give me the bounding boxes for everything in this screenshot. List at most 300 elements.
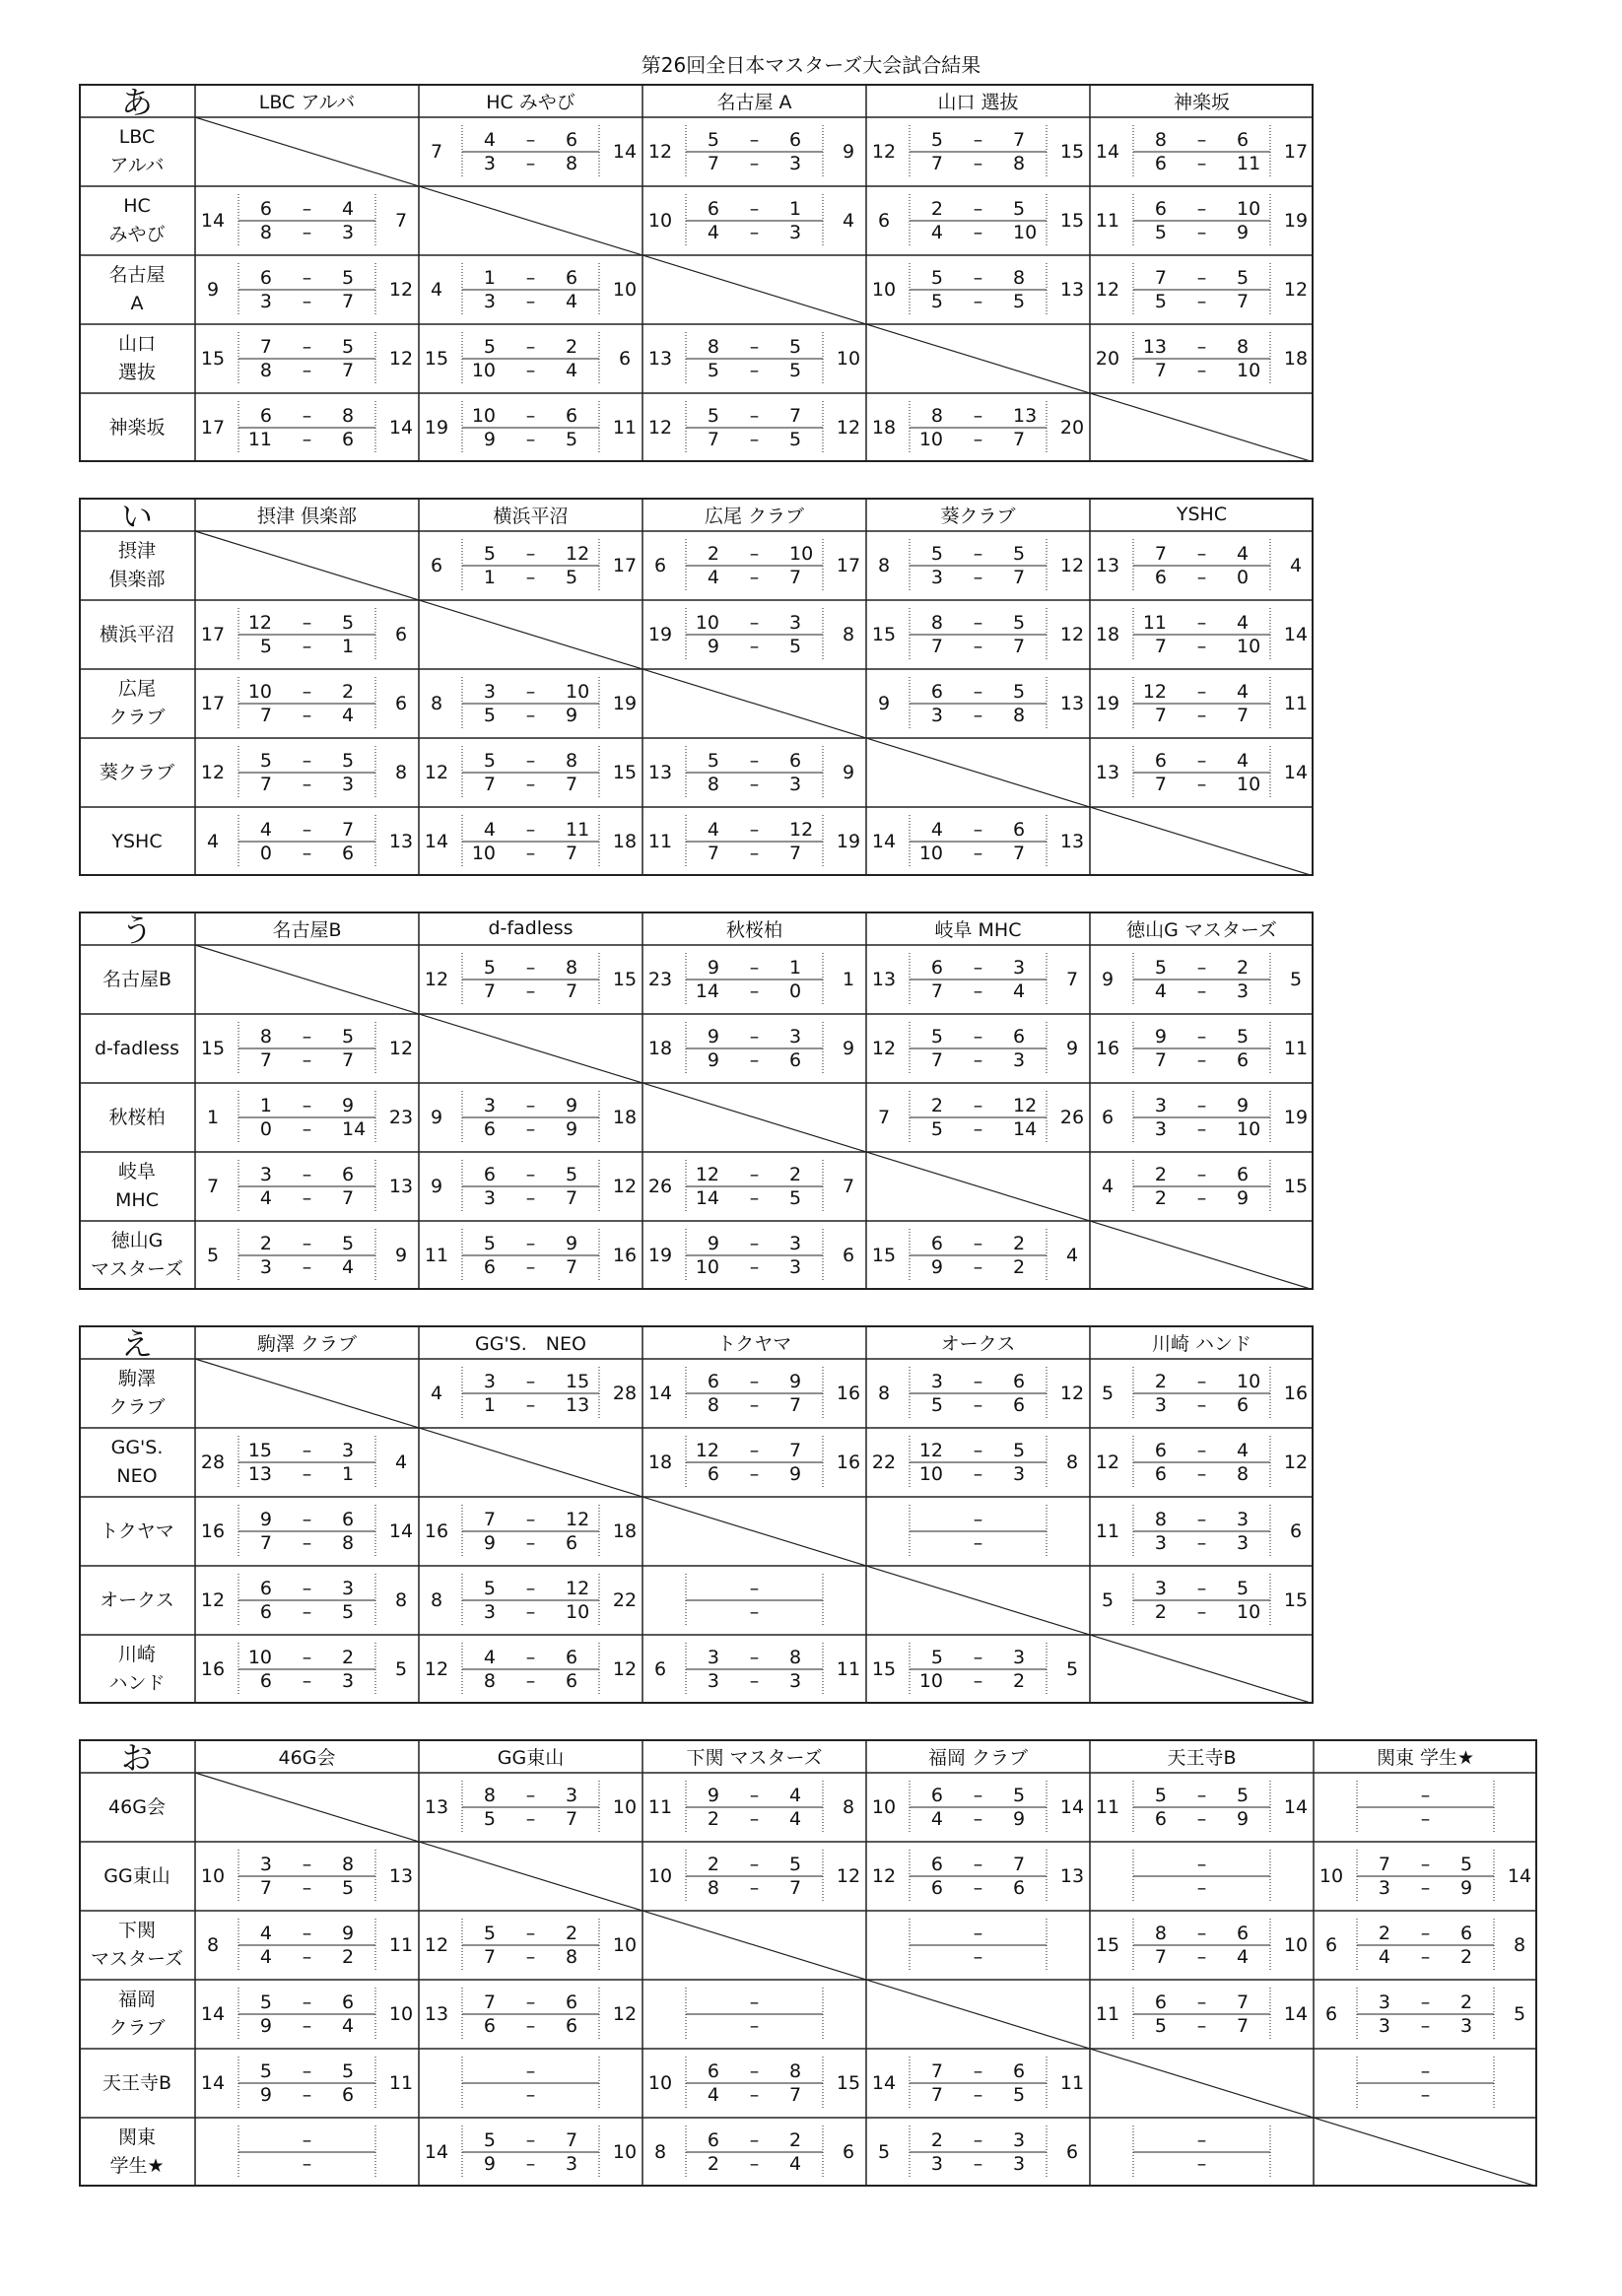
score-dash: – bbox=[1196, 1808, 1207, 1830]
second-half-score bbox=[238, 1461, 375, 1487]
home-total: 6 bbox=[653, 555, 667, 576]
away-total: 17 bbox=[612, 555, 638, 576]
match-cell bbox=[866, 531, 1090, 600]
second-half-score bbox=[238, 1668, 375, 1694]
away-total: 12 bbox=[388, 1038, 414, 1059]
match-cell bbox=[195, 1428, 419, 1497]
score-dash: – bbox=[973, 2084, 983, 2106]
half-score-away: 15 bbox=[566, 1371, 590, 1392]
away-total: 4 bbox=[1065, 1245, 1079, 1266]
group-label: お bbox=[120, 1739, 153, 1777]
second-half-score bbox=[238, 634, 375, 659]
second-half-score bbox=[1133, 1806, 1270, 1832]
score-dash: – bbox=[302, 2060, 312, 2082]
second-half-score bbox=[1133, 1116, 1270, 1142]
home-total: 12 bbox=[1095, 1452, 1120, 1473]
row-label bbox=[79, 1773, 195, 1842]
half-score-home: 7 bbox=[1378, 1854, 1390, 1875]
score-dash: – bbox=[973, 543, 983, 565]
half-score-home: 3 bbox=[1154, 1118, 1167, 1140]
home-total: 10 bbox=[647, 2072, 673, 2094]
half-score-home: 9 bbox=[483, 1532, 496, 1554]
home-total: 12 bbox=[424, 969, 449, 990]
score-dash: – bbox=[749, 1256, 760, 1278]
row-label bbox=[79, 1359, 195, 1428]
second-half-score bbox=[1133, 151, 1270, 176]
score-dash: – bbox=[973, 129, 983, 151]
second-half-score bbox=[686, 220, 823, 245]
half-score-home: 7 bbox=[1154, 267, 1167, 289]
match-cell bbox=[1090, 117, 1314, 186]
half-score-home: 7 bbox=[1154, 1049, 1167, 1071]
half-score-away: 6 bbox=[566, 267, 578, 289]
half-score-away: 8 bbox=[342, 405, 355, 427]
half-score-away: 5 bbox=[789, 1854, 802, 1875]
half-score-home: 7 bbox=[930, 1049, 943, 1071]
half-score-away: 8 bbox=[566, 153, 578, 174]
match-cell bbox=[1090, 1980, 1314, 2049]
half-score-home: 5 bbox=[930, 543, 943, 565]
half-score-home: 8 bbox=[1154, 129, 1167, 151]
score-dash: – bbox=[973, 1509, 983, 1530]
score-dash: – bbox=[302, 2084, 312, 2106]
match-cell bbox=[642, 1842, 866, 1911]
half-score-away: 6 bbox=[789, 129, 802, 151]
score-dash: – bbox=[749, 129, 760, 151]
second-half-score bbox=[462, 1116, 599, 1142]
score-dash: – bbox=[1196, 153, 1207, 174]
score-dash: – bbox=[302, 750, 312, 772]
match-cell bbox=[1090, 945, 1314, 1014]
second-half-score bbox=[1133, 1047, 1270, 1073]
home-total: 28 bbox=[200, 1452, 226, 1473]
half-score-home: 13 bbox=[247, 1463, 272, 1485]
score-dash: – bbox=[1420, 2015, 1431, 2037]
half-score-away: 1 bbox=[342, 636, 355, 657]
half-score-home: 9 bbox=[1154, 1026, 1167, 1047]
first-half-score bbox=[686, 1024, 823, 1049]
second-half-score bbox=[238, 1530, 375, 1556]
match-cell bbox=[195, 393, 419, 462]
half-score-away: 3 bbox=[789, 1256, 802, 1278]
second-half-score bbox=[910, 565, 1047, 590]
second-half-score bbox=[910, 427, 1047, 452]
home-total: 5 bbox=[877, 2141, 891, 2163]
first-half-score bbox=[462, 1990, 599, 2015]
score-dash: – bbox=[749, 360, 760, 381]
home-total: 8 bbox=[206, 1934, 220, 1956]
half-score-away: 5 bbox=[342, 1026, 355, 1047]
half-score-home: 3 bbox=[930, 705, 943, 726]
half-score-away: 9 bbox=[1237, 1095, 1250, 1116]
half-score-home: 2 bbox=[1378, 1923, 1390, 1944]
half-score-home: 12 bbox=[695, 1164, 719, 1185]
half-score-away: 13 bbox=[566, 1394, 590, 1416]
match-cell bbox=[1090, 255, 1314, 324]
score-dash: – bbox=[302, 636, 312, 657]
score-dash: – bbox=[973, 1233, 983, 1254]
first-half-score bbox=[910, 955, 1047, 980]
score-dash: – bbox=[1196, 1532, 1207, 1554]
half-score-away: 6 bbox=[566, 1992, 578, 2013]
away-total: 15 bbox=[612, 969, 638, 990]
half-score-away: 0 bbox=[1237, 567, 1250, 588]
away-total: 8 bbox=[842, 624, 855, 645]
away-total: 14 bbox=[388, 417, 414, 439]
match-cell bbox=[1090, 1083, 1314, 1152]
first-half-score bbox=[1133, 1990, 1270, 2015]
match-cell bbox=[195, 1980, 419, 2049]
half-score-home: 5 bbox=[259, 1992, 272, 2013]
half-score-home: 10 bbox=[471, 360, 496, 381]
half-score-home: 7 bbox=[930, 2084, 943, 2106]
row-label bbox=[79, 2049, 195, 2118]
half-score-away: 5 bbox=[1013, 1785, 1026, 1806]
first-half-score bbox=[462, 2059, 599, 2084]
half-score-away: 7 bbox=[789, 405, 802, 427]
half-score-away: 2 bbox=[566, 1923, 578, 1944]
row-label-line: 46G会 bbox=[108, 1795, 166, 1818]
match-cell bbox=[642, 945, 866, 1014]
half-score-away: 6 bbox=[1013, 1394, 1026, 1416]
score-dash: – bbox=[525, 957, 536, 979]
score-dash: – bbox=[525, 1923, 536, 1944]
home-total: 12 bbox=[647, 141, 673, 163]
score-dash: – bbox=[1196, 1463, 1207, 1485]
score-dash: – bbox=[525, 2153, 536, 2175]
half-score-away: 5 bbox=[789, 360, 802, 381]
first-half-score bbox=[910, 1024, 1047, 1049]
second-half-score bbox=[910, 703, 1047, 728]
score-dash: – bbox=[1196, 1164, 1207, 1185]
second-half-score bbox=[1357, 1944, 1494, 1970]
away-total: 13 bbox=[388, 1176, 414, 1197]
half-score-away: 3 bbox=[342, 1440, 355, 1461]
score-dash: – bbox=[525, 360, 536, 381]
first-half-score bbox=[686, 541, 823, 567]
half-score-home: 3 bbox=[930, 2153, 943, 2175]
half-score-away: 8 bbox=[566, 750, 578, 772]
second-half-score bbox=[1133, 772, 1270, 797]
home-total: 13 bbox=[424, 2003, 449, 2025]
half-score-away: 7 bbox=[1237, 2015, 1250, 2037]
score-dash: – bbox=[302, 2015, 312, 2037]
second-half-score bbox=[238, 1116, 375, 1142]
first-half-score bbox=[910, 2127, 1047, 2153]
half-score-away: 7 bbox=[789, 1440, 802, 1461]
half-score-away: 2 bbox=[342, 681, 355, 703]
half-score-home: 6 bbox=[1154, 750, 1167, 772]
home-total: 14 bbox=[424, 2141, 449, 2163]
half-score-home: 7 bbox=[259, 1049, 272, 1071]
away-total: 13 bbox=[1059, 693, 1085, 714]
half-score-home: 5 bbox=[483, 543, 496, 565]
score-dash: – bbox=[749, 1785, 760, 1806]
score-dash: – bbox=[749, 2015, 760, 2037]
first-half-score bbox=[238, 679, 375, 705]
away-total: 5 bbox=[1513, 2003, 1526, 2025]
score-dash: – bbox=[1420, 1992, 1431, 2013]
home-total: 16 bbox=[424, 1520, 449, 1542]
match-cell bbox=[866, 807, 1090, 876]
score-dash: – bbox=[1196, 1118, 1207, 1140]
score-dash: – bbox=[749, 750, 760, 772]
score-dash: – bbox=[973, 1923, 983, 1944]
first-half-score bbox=[686, 1231, 823, 1256]
second-half-score bbox=[1133, 565, 1270, 590]
second-half-score bbox=[910, 151, 1047, 176]
half-score-home: 2 bbox=[930, 198, 943, 220]
score-dash: – bbox=[749, 1854, 760, 1875]
match-cell bbox=[1090, 1359, 1314, 1428]
half-score-away: 3 bbox=[1237, 1509, 1250, 1530]
home-total: 11 bbox=[424, 1245, 449, 1266]
first-half-score bbox=[910, 679, 1047, 705]
score-dash: – bbox=[302, 1877, 312, 1899]
half-score-away: 8 bbox=[1013, 153, 1026, 174]
half-score-away: 3 bbox=[1013, 2153, 1026, 2175]
second-half-score bbox=[1357, 2082, 1494, 2108]
second-half-score bbox=[686, 1599, 823, 1625]
home-total: 12 bbox=[647, 417, 673, 439]
first-half-score bbox=[462, 1783, 599, 1808]
second-half-score bbox=[1357, 1806, 1494, 1832]
half-score-away: 5 bbox=[1237, 1578, 1250, 1599]
half-score-home: 12 bbox=[918, 1440, 943, 1461]
half-score-home: 7 bbox=[1154, 1946, 1167, 1968]
match-cell bbox=[419, 1635, 642, 1704]
home-total: 16 bbox=[200, 1658, 226, 1680]
score-dash: – bbox=[525, 2129, 536, 2151]
half-score-home: 8 bbox=[1154, 1923, 1167, 1944]
half-score-away: 10 bbox=[1013, 222, 1038, 243]
away-total: 5 bbox=[394, 1658, 408, 1680]
half-score-home: 5 bbox=[483, 957, 496, 979]
row-label bbox=[79, 1566, 195, 1635]
second-half-score bbox=[462, 979, 599, 1004]
home-total: 4 bbox=[206, 831, 220, 852]
score-dash: – bbox=[749, 429, 760, 450]
first-half-score bbox=[686, 403, 823, 429]
half-score-away: 2 bbox=[1013, 1256, 1026, 1278]
half-score-away: 5 bbox=[789, 429, 802, 450]
half-score-away: 6 bbox=[566, 1532, 578, 1554]
score-dash: – bbox=[525, 429, 536, 450]
first-half-score bbox=[1133, 1093, 1270, 1118]
match-cell bbox=[866, 2049, 1090, 2118]
score-dash: – bbox=[973, 1118, 983, 1140]
match-cell bbox=[866, 600, 1090, 669]
away-total: 6 bbox=[842, 2141, 855, 2163]
row-label bbox=[79, 1497, 195, 1566]
home-total: 15 bbox=[1095, 1934, 1120, 1956]
score-dash: – bbox=[1196, 1854, 1207, 1875]
half-score-away: 7 bbox=[342, 1049, 355, 1071]
first-half-score bbox=[462, 265, 599, 291]
half-score-home: 5 bbox=[483, 1923, 496, 1944]
half-score-away: 9 bbox=[1237, 222, 1250, 243]
match-cell bbox=[419, 1221, 642, 1290]
match-cell bbox=[866, 1359, 1090, 1428]
half-score-home: 4 bbox=[707, 222, 719, 243]
column-header: 川崎 ハンド bbox=[1151, 1332, 1252, 1355]
first-half-score bbox=[1357, 1921, 1494, 1946]
half-score-away: 7 bbox=[566, 2129, 578, 2151]
second-half-score bbox=[238, 1875, 375, 1901]
half-score-home: 7 bbox=[930, 2060, 943, 2082]
away-total bbox=[383, 2118, 419, 2187]
home-total bbox=[1090, 1842, 1125, 1911]
match-cell bbox=[195, 2049, 419, 2118]
first-half-score bbox=[686, 2127, 823, 2153]
home-total: 15 bbox=[200, 348, 226, 370]
second-half-score bbox=[238, 1185, 375, 1211]
half-score-away: 3 bbox=[789, 1233, 802, 1254]
score-dash: – bbox=[749, 1164, 760, 1185]
match-cell bbox=[866, 1014, 1090, 1083]
second-half-score bbox=[910, 1875, 1047, 1901]
score-dash: – bbox=[973, 2129, 983, 2151]
row-label-line: トクヤマ bbox=[100, 1519, 174, 1542]
first-half-score bbox=[1357, 1783, 1494, 1808]
half-score-away: 6 bbox=[1237, 1049, 1250, 1071]
home-total: 15 bbox=[871, 1245, 897, 1266]
half-score-home: 5 bbox=[1154, 291, 1167, 312]
score-dash: – bbox=[749, 1371, 760, 1392]
away-total: 19 bbox=[612, 693, 638, 714]
first-half-score bbox=[462, 541, 599, 567]
half-score-home: 8 bbox=[259, 222, 272, 243]
away-total bbox=[1502, 1773, 1537, 1842]
half-score-away: 7 bbox=[1013, 1854, 1026, 1875]
half-score-away: 4 bbox=[1237, 750, 1250, 772]
score-dash: – bbox=[1196, 750, 1207, 772]
home-total: 12 bbox=[1095, 279, 1120, 301]
first-half-score bbox=[910, 1645, 1047, 1670]
second-half-score bbox=[462, 1185, 599, 1211]
half-score-home: 14 bbox=[695, 980, 719, 1002]
half-score-away: 5 bbox=[1460, 1854, 1473, 1875]
first-half-score bbox=[910, 1438, 1047, 1463]
first-half-score bbox=[238, 1162, 375, 1187]
home-total: 23 bbox=[647, 969, 673, 990]
away-total: 14 bbox=[1283, 762, 1309, 783]
score-dash: – bbox=[1420, 1946, 1431, 1968]
column-header: 神楽坂 bbox=[1173, 91, 1230, 113]
half-score-home: 3 bbox=[1154, 1394, 1167, 1416]
first-half-score bbox=[686, 1162, 823, 1187]
away-total: 12 bbox=[612, 2003, 638, 2025]
away-total bbox=[1054, 1911, 1090, 1980]
score-dash: – bbox=[1196, 1992, 1207, 2013]
half-score-home: 5 bbox=[259, 750, 272, 772]
score-dash: – bbox=[1196, 774, 1207, 795]
half-score-away: 2 bbox=[566, 336, 578, 358]
match-cell bbox=[1314, 2049, 1537, 2118]
half-score-home: 7 bbox=[930, 636, 943, 657]
match-cell bbox=[642, 186, 866, 255]
score-dash: – bbox=[525, 774, 536, 795]
half-score-away: 3 bbox=[566, 2153, 578, 2175]
half-score-home: 4 bbox=[483, 819, 496, 841]
score-dash: – bbox=[1196, 1601, 1207, 1623]
match-cell bbox=[642, 1773, 866, 1842]
half-score-home: 6 bbox=[1154, 153, 1167, 174]
half-score-away: 4 bbox=[1237, 681, 1250, 703]
match-cell bbox=[419, 945, 642, 1014]
half-score-away: 2 bbox=[1460, 1992, 1473, 2013]
home-total: 14 bbox=[871, 831, 897, 852]
half-score-away: 9 bbox=[1237, 1808, 1250, 1830]
column-header: オークス bbox=[940, 1332, 1016, 1355]
half-score-away: 5 bbox=[342, 1233, 355, 1254]
score-dash: – bbox=[973, 1049, 983, 1071]
row-label-line: 横浜平沼 bbox=[99, 623, 174, 645]
column-header: 岐阜 MHC bbox=[934, 918, 1022, 941]
score-dash: – bbox=[1196, 129, 1207, 151]
row-label-line: 名古屋B bbox=[101, 968, 172, 990]
second-half-score bbox=[238, 772, 375, 797]
first-half-score bbox=[238, 1576, 375, 1601]
half-score-home: 2 bbox=[707, 1854, 719, 1875]
score-dash: – bbox=[973, 1877, 983, 1899]
score-dash: – bbox=[525, 1785, 536, 1806]
away-total: 8 bbox=[1065, 1452, 1079, 1473]
first-half-score bbox=[238, 748, 375, 774]
half-score-away: 7 bbox=[789, 2084, 802, 2106]
second-half-score bbox=[686, 2082, 823, 2108]
score-dash: – bbox=[973, 1394, 983, 1416]
match-cell bbox=[419, 324, 642, 393]
half-score-home: 4 bbox=[259, 1187, 272, 1209]
half-score-home: 9 bbox=[259, 1509, 272, 1530]
match-cell bbox=[866, 117, 1090, 186]
match-cell bbox=[866, 1221, 1090, 1290]
half-score-away: 8 bbox=[1013, 705, 1026, 726]
score-dash: – bbox=[1196, 198, 1207, 220]
column-header: 徳山G マスターズ bbox=[1126, 918, 1277, 941]
score-dash: – bbox=[749, 1808, 760, 1830]
column-header: トクヤマ bbox=[716, 1332, 792, 1355]
match-cell bbox=[1090, 1014, 1314, 1083]
home-total: 14 bbox=[200, 2003, 226, 2025]
score-dash: – bbox=[973, 612, 983, 634]
score-dash: – bbox=[749, 843, 760, 864]
half-score-away: 8 bbox=[789, 1647, 802, 1668]
score-dash: – bbox=[973, 1463, 983, 1485]
first-half-score bbox=[910, 265, 1047, 291]
half-score-away: 0 bbox=[789, 980, 802, 1002]
column-header: d-fadless bbox=[488, 917, 574, 939]
half-score-home: 7 bbox=[483, 980, 496, 1002]
half-score-away: 8 bbox=[342, 1854, 355, 1875]
score-dash: – bbox=[525, 291, 536, 312]
score-dash: – bbox=[1420, 1785, 1431, 1806]
half-score-away: 4 bbox=[1237, 612, 1250, 634]
half-score-away: 2 bbox=[789, 2129, 802, 2151]
first-half-score bbox=[462, 1093, 599, 1118]
score-dash: – bbox=[302, 405, 312, 427]
half-score-home: 3 bbox=[707, 1647, 719, 1668]
home-total: 13 bbox=[871, 969, 897, 990]
home-total: 13 bbox=[424, 1796, 449, 1818]
half-score-away: 7 bbox=[1013, 429, 1026, 450]
score-dash: – bbox=[302, 1233, 312, 1254]
match-cell bbox=[866, 2118, 1090, 2187]
score-dash: – bbox=[973, 1854, 983, 1875]
row-label-line: 葵クラブ bbox=[99, 761, 174, 783]
first-half-score bbox=[462, 817, 599, 843]
